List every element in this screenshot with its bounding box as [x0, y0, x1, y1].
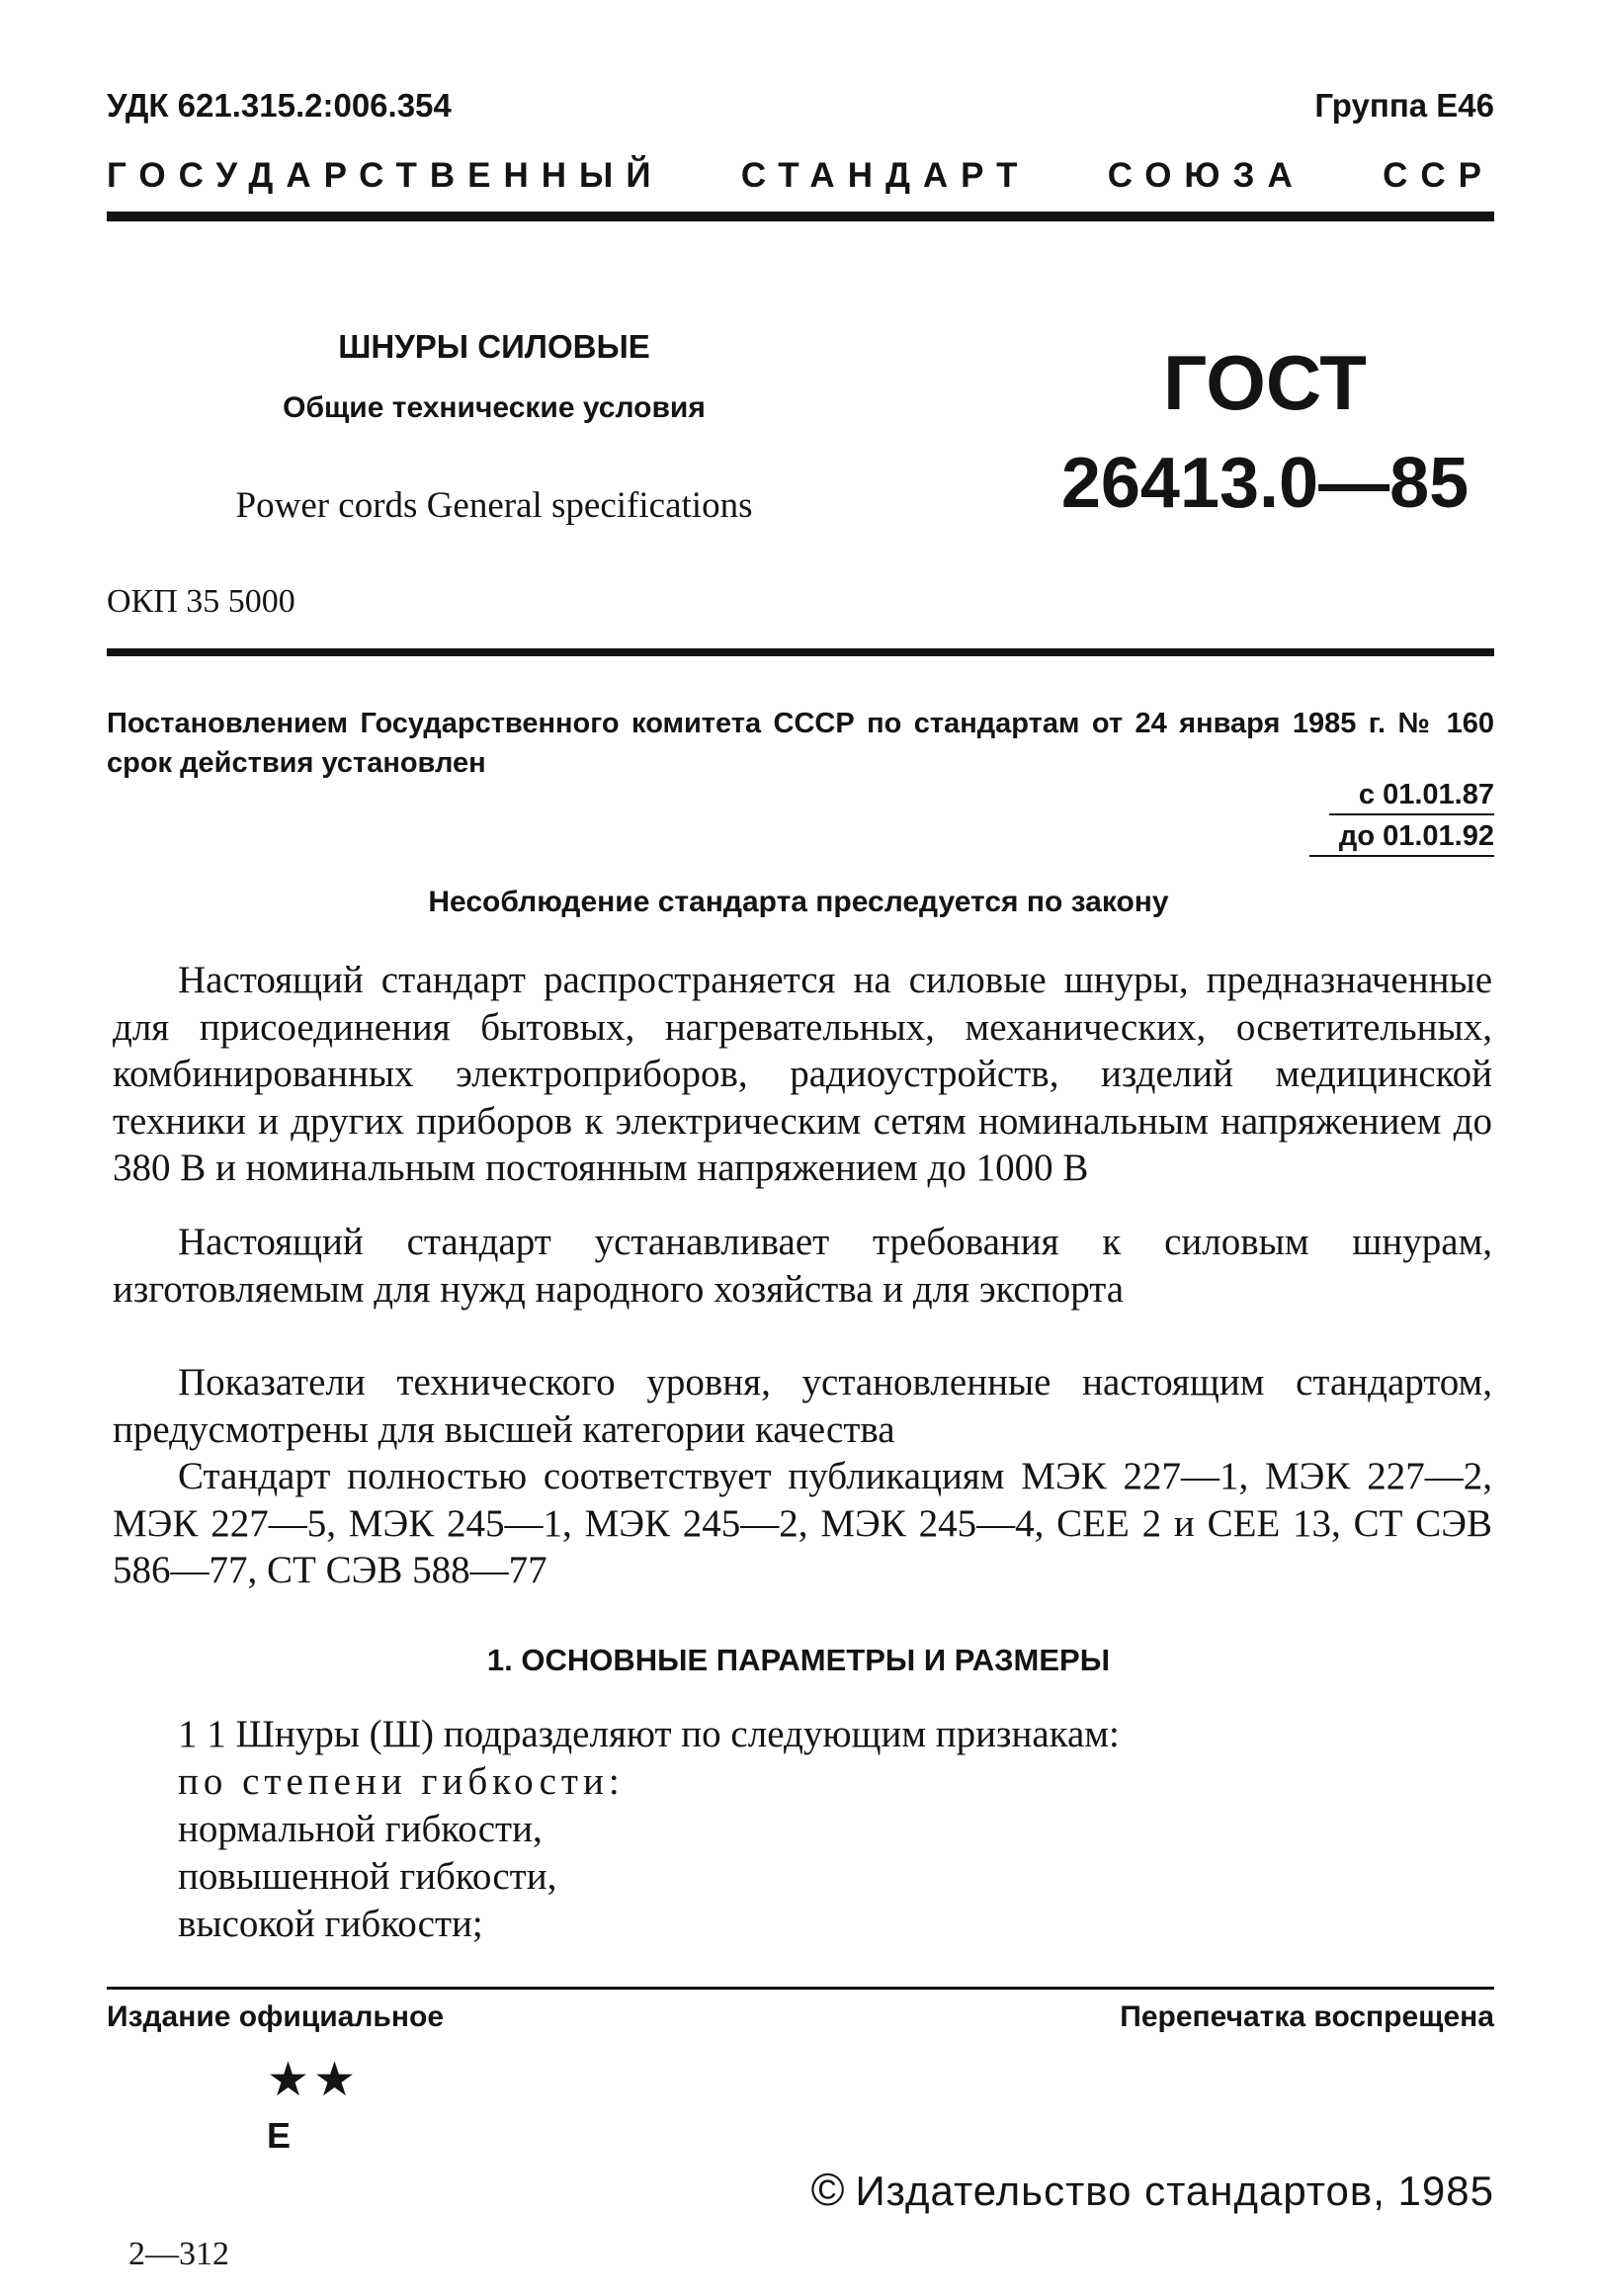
gost-number: 26413.0—85 [1060, 444, 1470, 523]
official-edition-label: Издание официальное [107, 2000, 445, 2033]
clause-line: 1 1 Шнуры (Ш) подразделяют по следующим признакам: [178, 1713, 1120, 1755]
clause-line: высокой гибкости; [178, 1903, 483, 1945]
page-code: 2—312 [128, 2236, 229, 2272]
english-title: Power cords General specifications [235, 485, 753, 526]
scope-paragraph: Настоящий стандарт распространяется на силовые шнуры, предназначенные для присоединения бытовых, нагревательных, механических, осветительных, комбинированных электроприборов, радиоустройств, изделий медицинской техники и других приборов к электрическим сетям номинальным напряжением до 380 В и номинальным постоянным напряжением до 1000 В [113, 959, 1492, 1189]
okp-code: ОКП 35 5000 [107, 583, 295, 620]
clause-line: по степени гибкости: [178, 1760, 625, 1803]
clause-line: повышенной гибкости, [178, 1855, 557, 1898]
top-divider [107, 212, 1494, 221]
e-mark: Е [267, 2115, 292, 2156]
quality-paragraph: Показатели технического уровня, установленные настоящим стандартом, предусмотрены для высшей категории качества [113, 1361, 1492, 1451]
document-title: ШНУРЫ СИЛОВЫЕ [338, 328, 650, 365]
clause-line: нормальной гибкости, [178, 1808, 543, 1850]
decree-text: Постановлением Государственного комитета СССР по стандартам от 24 января 1985 г. № 160 срок действия установлен [107, 708, 1494, 779]
middle-divider [107, 648, 1494, 656]
group-code: Группа Е46 [1314, 87, 1494, 124]
valid-from-date: с 01.01.87 [1329, 779, 1494, 815]
legal-notice: Несоблюдение стандарта преследуется по закону [428, 886, 1169, 918]
stars-mark: ★★ [267, 2054, 361, 2106]
reprint-prohibited-label: Перепечатка воспрещена [1120, 2000, 1494, 2033]
valid-to-date: до 01.01.92 [1309, 820, 1494, 857]
section-heading: 1. ОСНОВНЫЕ ПАРАМЕТРЫ И РАЗМЕРЫ [486, 1643, 1111, 1677]
publisher-line [811, 2163, 1494, 2216]
udk-code: УДК 621.315.2:006.354 [107, 87, 452, 124]
state-standard-heading: ГОСУДАРСТВЕННЫЙ СТАНДАРТ СОЮЗА ССР [107, 156, 1494, 195]
gost-label: ГОСТ [1163, 339, 1367, 426]
requirements-paragraph: Настоящий стандарт устанавливает требования к силовым шнурам, изготовляемым для нужд народного хозяйства и для экспорта [113, 1221, 1492, 1311]
document-subtitle: Общие технические условия [283, 391, 706, 424]
copyright-icon: © [810, 2164, 846, 2215]
bottom-divider [107, 1987, 1494, 1990]
compliance-paragraph: Стандарт полностью соответствует публикациям МЭК 227—1, МЭК 227—2, МЭК 227—5, МЭК 245—1, МЭК 245—2, МЭК 245—4, СЕЕ 2 и СЕЕ 13, СТ СЭВ 586—77, СТ СЭВ 588—77 [113, 1455, 1492, 1591]
publisher-name: Издательство стандартов, 1985 [855, 2168, 1494, 2214]
